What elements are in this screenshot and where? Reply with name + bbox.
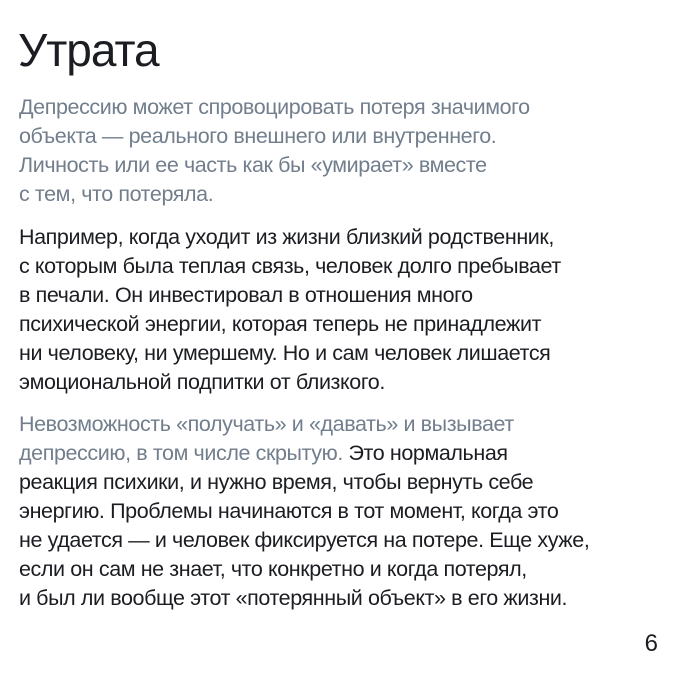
body-line: в печали. Он инвестировал в отношения много [19, 283, 473, 307]
body-line: не удается — и человек фиксируется на потере. Еще хуже, [19, 528, 590, 552]
body-text: Это нормальная [342, 441, 508, 465]
example-paragraph [19, 223, 561, 397]
page-number: 6 [644, 630, 658, 657]
mixed-line [19, 439, 589, 468]
body-line: энергию. Проблемы начинаются в тот момент, когда это [19, 499, 559, 523]
highlight-line: Невозможность «получать» и «давать» и вызывает [19, 412, 514, 436]
body-line: эмоциональной подпитки от близкого. [19, 370, 385, 394]
body-line: и был ли вообще этот «потерянный объект» в его жизни. [19, 586, 568, 610]
page-title: Утрата [18, 24, 159, 76]
body-line: если он сам не знает, что конкретно и когда потерял, [19, 557, 527, 581]
body-line: ни человеку, ни умершему. Но и сам человек лишается [19, 341, 551, 365]
body-line: Например, когда уходит из жизни близкий родственник, [19, 225, 554, 249]
conclusion-paragraph [19, 410, 589, 613]
intro-paragraph [19, 93, 530, 209]
intro-line: объекта — реального внешнего или внутреннего. [19, 124, 497, 148]
intro-line: с тем, что потеряла. [19, 182, 214, 206]
body-line: психической энергии, которая теперь не принадлежит [19, 312, 542, 336]
highlight-text: депрессию, в том числе скрытую. [19, 441, 343, 465]
body-line: с которым была теплая связь, человек долго пребывает [19, 254, 561, 278]
intro-line: Личность или ее часть как бы «умирает» вместе [19, 153, 487, 177]
intro-line: Депрессию может спровоцировать потеря значимого [19, 95, 530, 119]
body-line: реакция психики, и нужно время, чтобы вернуть себе [19, 470, 534, 494]
